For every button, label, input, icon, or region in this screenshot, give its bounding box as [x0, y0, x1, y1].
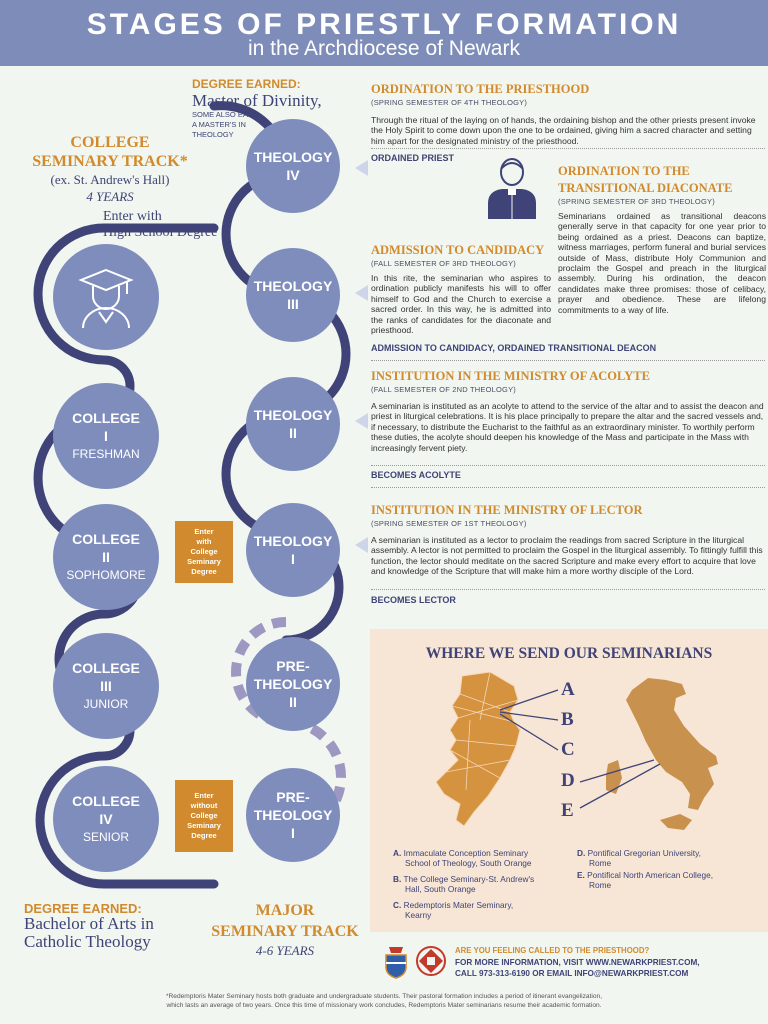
- legend-b-key: B.: [393, 874, 402, 884]
- graduate-cap-icon: [71, 262, 141, 332]
- cta-contact[interactable]: CALL 973-313-6190 OR EMAIL INFO@NEWARKPRIEST.COM: [455, 969, 689, 978]
- footnote: [0, 993, 768, 1010]
- theology-i-num: I: [291, 551, 295, 567]
- pointer-theology-i: [355, 537, 368, 553]
- legend-a: [393, 848, 573, 868]
- legend-a-line2: School of Theology, South Orange: [405, 858, 532, 868]
- college-iii-label: COLLEGE: [72, 660, 140, 676]
- legend-a-key: A.: [393, 848, 402, 858]
- theology-iii-label: THEOLOGY: [253, 278, 333, 294]
- college-ii-num: II: [102, 549, 110, 565]
- map-letter-e: E: [561, 800, 574, 821]
- legend-c: [393, 900, 573, 920]
- college-iii-year: JUNIOR: [83, 697, 129, 711]
- note-without-1: Enter: [194, 791, 214, 800]
- legend-e-line1: Pontifical North American College,: [587, 870, 714, 880]
- candidacy-sub: (FALL SEMESTER OF 3RD THEOLOGY): [371, 259, 516, 268]
- note-without-5: Degree: [191, 831, 217, 840]
- note-without-2: without: [190, 801, 218, 810]
- sicily-shape: [660, 814, 692, 830]
- note-without-4: Seminary: [187, 821, 221, 830]
- diaconate-sub: (SPRING SEMESTER OF 3RD THEOLOGY): [558, 197, 715, 206]
- pre-theology-ii-pre: PRE-: [276, 658, 310, 674]
- major-track-title: [190, 900, 380, 942]
- note-with-1: Enter: [194, 527, 214, 536]
- pointer-theology-iii: [355, 285, 368, 301]
- lector-title: INSTITUTION IN THE MINISTRY OF LECTOR: [371, 503, 643, 517]
- priesthood-title: ORDINATION TO THE PRIESTHOOD: [371, 82, 590, 96]
- footnote-line-2: which lasts an average of two years. Once this time of missionary work concludes, Redemptoris Mater seminarians resume their academic formation.: [166, 1001, 602, 1009]
- legend-c-line1: Redemptoris Mater Seminary,: [403, 900, 514, 910]
- theology-iii-num: III: [287, 296, 299, 312]
- college-iv-circle: [53, 766, 159, 872]
- college-i-year: FRESHMAN: [72, 447, 140, 461]
- note-with-5: Degree: [191, 567, 217, 576]
- theology-iv-label: THEOLOGY: [253, 149, 333, 165]
- candidacy-body: In this rite, the seminarian who aspires to ordination publicly manifests his will to offer himself to God and the Church to exercise a sacred order. In this way, he is admitted into the ranks of candidates for the diaconate and priesthood.: [371, 273, 551, 336]
- map-letter-a: A: [561, 679, 575, 700]
- ba-degree-label: DEGREE EARNED:: [24, 901, 142, 916]
- note-with-2: with: [196, 537, 212, 546]
- diaconate-title-2: TRANSITIONAL DIACONATE: [558, 181, 733, 195]
- mdiv-note-2: A MASTER'S IN: [192, 120, 246, 129]
- college-i-circle: [53, 383, 159, 489]
- archdiocese-crest-icon: [383, 945, 409, 979]
- enter-line-2: High School Degree: [103, 225, 218, 240]
- divider: [371, 148, 765, 149]
- priesthood-body: Through the ritual of the laying on of hands, the ordaining bishop and the other priests present invoke the Holy Spirit to come down upon the one to be ordained, giving him a sacred character and setting him apart for the designated ministry of the priesthood.: [371, 115, 756, 146]
- pre-theology-ii-num: II: [289, 694, 297, 710]
- ba-degree-line-2: Catholic Theology: [24, 932, 151, 951]
- enter-line-1: Enter with: [103, 209, 162, 224]
- pre-theology-ii-label: THEOLOGY: [253, 676, 333, 692]
- legend-e-line2: Rome: [589, 880, 612, 890]
- legend-c-line2: Kearny: [405, 910, 432, 920]
- legend-b: [393, 874, 573, 894]
- college-ii-year: SOPHOMORE: [66, 568, 146, 582]
- seminary-seal-icon: [415, 944, 447, 978]
- college-track-title-2: SEMINARY TRACK*: [32, 153, 188, 170]
- divider: [371, 465, 765, 466]
- acolyte-body: A seminarian is instituted as an acolyte to attend to the service of the altar and to assist the deacon and priest in liturgical celebrations. It is his place principally to prepare the altar and the sacred vessels and, if necessary, to distribute the Eucharist to the faithful as an extraordinary minister. To worthily perform these duties, the acolyte should deepen his knowledge of the Mass and participate in the Mass with increasingly fervent piety.: [371, 401, 764, 453]
- legend-d: [577, 848, 762, 868]
- legend-e-key: E.: [577, 870, 585, 880]
- acolyte-title: INSTITUTION IN THE MINISTRY OF ACOLYTE: [371, 369, 650, 383]
- college-iii-num: III: [100, 678, 112, 694]
- pre-theology-i-circle: [246, 768, 340, 862]
- priest-icon: [484, 155, 540, 221]
- acolyte-result: BECOMES ACOLYTE: [371, 470, 461, 480]
- page-title: STAGES OF PRIESTLY FORMATION: [86, 8, 682, 41]
- mdiv-note-1: SOME ALSO EARN: [192, 110, 259, 119]
- college-track-title: [20, 133, 200, 171]
- diaconate-body: Seminarians ordained as transitional deacons generally serve in that capacity for one year prior to being ordained as a priest. Deacons can baptize, witness marriages, perform funeral and burial services outside of Mass, distribute Holy Communion and proclaim the Gospel and preach in the liturgical assembly. During his ordination, the deacon candidates make three promises: those of celibacy, prayer and obedience. These are lifelong commitments to a way of life.: [558, 211, 766, 315]
- pre-theology-i-pre: PRE-: [276, 789, 310, 805]
- candidacy-result: ADMISSION TO CANDIDACY, ORDAINED TRANSITIONAL DEACON: [371, 343, 657, 353]
- map-letter-c: C: [561, 739, 575, 760]
- pointer-theology-ii: [355, 413, 368, 429]
- theology-i-label: THEOLOGY: [253, 533, 333, 549]
- mdiv-degree-label: DEGREE EARNED:: [192, 77, 301, 91]
- college-ii-label: COLLEGE: [72, 531, 140, 547]
- theology-iv-circle: [246, 119, 340, 213]
- pointer-theology-iv: [355, 160, 368, 176]
- theology-ii-label: THEOLOGY: [253, 407, 333, 423]
- lector-body: A seminarian is instituted as a lector to proclaim the readings from sacred Scripture in the liturgical assembly. A lector is not permitted to proclaim the Gospel in the liturgical assembly. To fittingly fulfill this function, the lector should meditate on the sacred Scripture and make every effort to acquire that love and knowledge of the Scripture that will make him a more worthy disciple of the Lord.: [371, 535, 763, 577]
- legend-d-line1: Pontifical Gregorian University,: [587, 848, 701, 858]
- college-i-label: COLLEGE: [72, 410, 140, 426]
- new-jersey-shape: [436, 672, 520, 826]
- note-without-3: College: [190, 811, 218, 820]
- enter-high-school: [103, 209, 263, 241]
- major-track-title-2: SEMINARY TRACK: [211, 923, 359, 940]
- note-with-3: College: [190, 547, 218, 556]
- theology-i-circle: [246, 503, 340, 597]
- priesthood-sub: (SPRING SEMESTER OF 4TH THEOLOGY): [371, 98, 528, 107]
- major-track-title-1: MAJOR: [255, 902, 315, 919]
- map-letter-b: B: [561, 709, 574, 730]
- theology-ii-num: II: [289, 425, 297, 441]
- cta-question: ARE YOU FEELING CALLED TO THE PRIESTHOOD?: [455, 946, 650, 955]
- candidacy-title: ADMISSION TO CANDIDACY: [371, 243, 545, 257]
- ba-degree-value: [24, 915, 154, 951]
- legend-d-line2: Rome: [589, 858, 612, 868]
- major-track-years: 4-6 YEARS: [255, 943, 315, 958]
- map-title: WHERE WE SEND OUR SEMINARIANS: [425, 645, 713, 662]
- pre-theology-i-label: THEOLOGY: [253, 807, 333, 823]
- lector-sub: (SPRING SEMESTER OF 1ST THEOLOGY): [371, 519, 527, 528]
- college-ii-circle: [53, 504, 159, 610]
- map-letter-d: D: [561, 770, 575, 791]
- footnote-line-1: *Redemptoris Mater Seminary hosts both graduate and undergraduate students. Their pastoral formation includes a period of itinerant evangelization,: [165, 993, 603, 1000]
- legend-b-line1: The College Seminary-St. Andrew's: [403, 874, 535, 884]
- college-iv-year: SENIOR: [82, 830, 129, 844]
- college-iv-num: IV: [99, 811, 113, 827]
- theology-iv-num: IV: [286, 167, 300, 183]
- theology-ii-circle: [246, 377, 340, 471]
- mdiv-note-3: THEOLOGY: [192, 130, 234, 139]
- divider: [371, 487, 765, 488]
- theology-iii-circle: [246, 248, 340, 342]
- mdiv-degree-note: [192, 110, 259, 140]
- diaconate-title-1: ORDINATION TO THE: [558, 164, 690, 178]
- note-enter-without-degree: [175, 780, 233, 852]
- cta-website[interactable]: FOR MORE INFORMATION, VISIT WWW.NEWARKPRIEST.COM,: [455, 958, 700, 967]
- legend-e: [577, 870, 762, 890]
- college-track-title-1: COLLEGE: [70, 134, 150, 151]
- college-iv-label: COLLEGE: [72, 793, 140, 809]
- ba-degree-line-1: Bachelor of Arts in: [24, 914, 154, 933]
- college-track-sub: (ex. St. Andrew's Hall): [50, 172, 170, 187]
- legend-b-line2: Hall, South Orange: [405, 884, 476, 894]
- legend-d-key: D.: [577, 848, 586, 858]
- acolyte-sub: (FALL SEMESTER OF 2ND THEOLOGY): [371, 385, 516, 394]
- page-subtitle: in the Archdiocese of Newark: [248, 37, 520, 60]
- note-enter-with-degree: [175, 521, 233, 583]
- lector-result: BECOMES LECTOR: [371, 595, 456, 605]
- college-iii-circle: [53, 633, 159, 739]
- college-i-num: I: [104, 428, 108, 444]
- pre-theology-i-num: I: [291, 825, 295, 841]
- legend-a-line1: Immaculate Conception Seminary: [403, 848, 529, 858]
- divider: [371, 589, 765, 590]
- italy-shape: [626, 678, 718, 810]
- pre-theology-ii-circle: [246, 637, 340, 731]
- mdiv-degree-value: Master of Divinity,: [192, 91, 322, 110]
- diaconate-title: [558, 163, 732, 197]
- graduate-circle: [53, 244, 159, 350]
- college-track-years: 4 YEARS: [86, 189, 134, 204]
- note-with-4: Seminary: [187, 557, 221, 566]
- priesthood-result: ORDAINED PRIEST: [371, 153, 455, 163]
- legend-c-key: C.: [393, 900, 402, 910]
- divider: [371, 360, 765, 361]
